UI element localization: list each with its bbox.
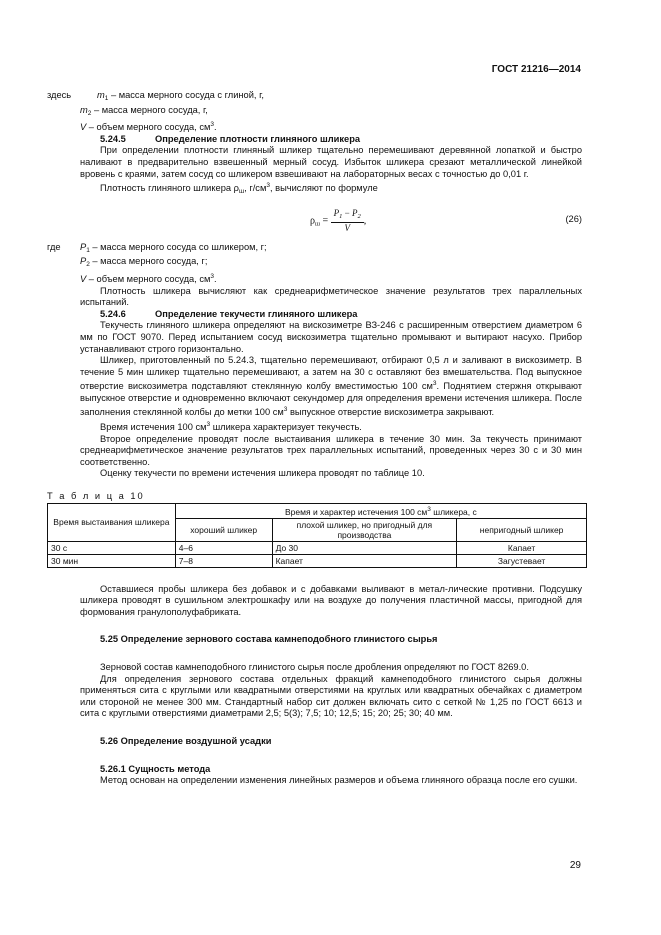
text: Шликер, приготовленный по 5.24.3, тщательно перемешивают, отбирают 0,5 л и заливают в вискозиметр. В течение 5 мин шликер тщательно перемешивают, а затем на 30 с оставляют без вмешательства. Под выпускное отверстие вискозиметра подставляют стеклянную колбу вместимостью 100 см: [80, 355, 582, 392]
heading-title: Определение плотности глиняного шликера: [155, 133, 361, 144]
formula-numerator: [331, 208, 364, 223]
text: , вычисляют по формуле: [269, 183, 378, 194]
paragraph: Метод основан на определении изменения линейных размеров и объема глиняного образца после его сушки.: [100, 775, 578, 786]
formula-expression: [310, 208, 366, 234]
paragraph: [80, 419, 582, 434]
heading-5-26: 5.26 Определение воздушной усадки: [100, 735, 272, 746]
paragraph: Оценку текучести по времени истечения шликера проводят по таблице 10.: [100, 468, 425, 479]
cell-good: 7–8: [175, 554, 272, 567]
paragraph: При определении плотности глиняный шликер тщательно перемешивают деревянной лопаткой и быстро наливают в предварительно взвешенный мерный сосуд. Избыток шликера срезают металлической линейкой вровень с краями, затем сосуд со шликером взвешивают на лабораторных весах с точностью до 0,01 г.: [80, 145, 582, 179]
table-caption: Т а б л и ц а 10: [47, 491, 145, 502]
heading-5-26-1: 5.26.1 Сущность метода: [100, 763, 211, 774]
definition-p1-text: – масса мерного сосуда со шликером, г;: [89, 241, 267, 252]
num-b: P: [351, 207, 358, 218]
equation-number: (26): [565, 213, 582, 224]
sup: 3: [283, 406, 288, 414]
formula-tail: ,: [363, 215, 367, 227]
cell-time: 30 мин: [48, 554, 176, 567]
where-word: здесь: [47, 90, 72, 100]
symbol-p1-sub: 1: [86, 246, 90, 254]
page-content: [47, 90, 583, 787]
definition-v-end: .: [214, 122, 217, 133]
definition-p2: [80, 256, 582, 271]
cell-bad: Загустевает: [457, 554, 587, 567]
document-code: ГОСТ 21216—2014: [491, 64, 581, 75]
paragraph: Для определения зернового состава отдельных фракций камнеподобного глинистого сырья должны применяться сита с круглыми или квадратными отверстиями на круглых или квадратных обечайках с диаметром или стороной не менее 300 мм. Стандартный набор сит должен включать сито с сеткой № 1,25 по ГОСТ 6613 и сита с круглыми отверстиями диаметрами 2,5; 5(3); 7,5; 10; 12,5; 15; 20; 25; 30; 40 мм.: [80, 673, 582, 719]
text: , г/см: [244, 183, 267, 194]
definition-v2: [80, 271, 582, 286]
header-group-text-end: шликера, с: [430, 506, 477, 517]
symbol-v: V: [80, 273, 87, 284]
text: Время истечения 100 см: [100, 422, 207, 433]
text: Плотность глиняного шликера ρ: [100, 183, 239, 194]
header-group-text: Время и характер истечения 100 см: [285, 506, 428, 517]
formula-26: [80, 202, 582, 238]
cell-time: 30 с: [48, 541, 176, 554]
num-b-sub: 2: [357, 212, 361, 220]
where-word: где: [47, 241, 61, 252]
num-a-sub: 1: [339, 212, 343, 220]
symbol-m1-sub: 1: [104, 95, 109, 102]
heading-5-25: 5.25 Определение зернового состава камнеподобного глинистого сырья: [100, 634, 438, 645]
paragraph-density-formula-intro: [80, 180, 582, 198]
definition-v: [80, 119, 582, 134]
formula-lhs: ρ: [310, 215, 315, 227]
symbol-m1: m: [97, 90, 105, 100]
paragraph: Второе определение проводят после выстаивания шликера в течение 30 мин. За текучесть принимают среднеарифметическое значение результатов трех параллельных испытаний, проведенных через 30 с и 30 мин соответственно.: [80, 433, 582, 467]
page-number: 29: [569, 860, 581, 871]
paragraph: Оставшиеся пробы шликера без добавок и с добавками выливают в метал-лические противни. Подсушку шликера проводят в сушильном электрошкафу или на воздухе до получения пластичной массы, пригодной для формования гранулополуфабриката.: [80, 583, 582, 617]
formula-eq: =: [320, 215, 331, 227]
header-group: [175, 503, 586, 518]
definition-m1: [47, 90, 582, 105]
symbol-m2-sub: 2: [87, 109, 92, 117]
cell-ok: Капает: [272, 554, 457, 567]
header-standing-time: Время выстаивания шликера: [48, 503, 176, 541]
formula-lhs-sub: ш: [315, 220, 321, 228]
symbol-v: V: [80, 122, 87, 133]
symbol-p2-sub: 2: [86, 261, 90, 269]
sup: 3: [210, 272, 214, 280]
num-a: P: [333, 207, 340, 218]
end: .: [214, 273, 217, 284]
text: шликера характеризует текучесть.: [210, 422, 362, 433]
symbol-p1: P: [80, 241, 87, 252]
definition-v-text: – объем мерного сосуда, см: [86, 273, 211, 284]
sup: 3: [266, 182, 270, 190]
heading-5-24-5: [80, 134, 582, 146]
paragraph: Плотность шликера вычисляют как среднеарифметическое значение результатов трех параллельных испытаний.: [80, 285, 582, 308]
table-row: [48, 554, 587, 567]
formula-fraction: [331, 208, 364, 234]
text: выпускное отверстие вискозиметра закрывают.: [287, 407, 495, 418]
minus: −: [342, 207, 352, 218]
definition-p1: [47, 241, 582, 257]
formula-denominator: V: [344, 222, 350, 233]
heading-number: 5.24.5: [100, 133, 126, 144]
paragraph: Зерновой состав камнеподобного глинистого сырья после дробления определяют по ГОСТ 8269.0.: [100, 662, 529, 672]
sup: 3: [432, 380, 437, 388]
paragraph: [80, 355, 582, 419]
cell-ok: До 30: [272, 541, 457, 554]
heading-title: Определение текучести глиняного шликера: [155, 308, 358, 319]
cell-bad: Капает: [457, 541, 587, 554]
definition-m1-text: – масса мерного сосуда с глиной, г,: [108, 90, 264, 100]
header-group-sup: 3: [427, 505, 431, 513]
header-ok: плохой шликер, но пригодный для производства: [272, 518, 457, 541]
definition-m2-text: – масса мерного сосуда, г,: [91, 104, 208, 115]
paragraph: Текучесть глиняного шликера определяют на вискозиметре ВЗ-246 с расширенным отверстием диаметром 6 мм по ГОСТ 9070. Перед испытанием сосуд вискозиметра тщательно промывают и вытирают насухо. Прибор устанавливают строго горизонтально.: [80, 320, 582, 354]
symbol-m2: m: [80, 104, 88, 115]
sup: 3: [206, 421, 211, 429]
definition-p2-text: – масса мерного сосуда, г;: [89, 256, 208, 267]
heading-5-24-6: [80, 309, 582, 321]
sub: ш: [238, 188, 245, 196]
table-header-row: [48, 503, 587, 518]
cell-good: 4–6: [175, 541, 272, 554]
definition-m2: [80, 105, 582, 120]
header-bad: непригодный шликер: [457, 518, 587, 541]
definition-v-text: – объем мерного сосуда, см: [86, 122, 211, 133]
header-good: хороший шликер: [175, 518, 272, 541]
heading-number: 5.24.6: [100, 308, 126, 319]
symbol-p2: P: [80, 256, 87, 267]
definition-v-sup: 3: [210, 121, 214, 129]
table-row: [48, 541, 587, 554]
table-10: [47, 503, 587, 568]
text: . Поднятием стержня открывают выпускное отверстие и одновременно включают секундомер для определения времени истечения шликера. После заполнения стеклянной колбы до метки 100 см: [80, 381, 583, 418]
